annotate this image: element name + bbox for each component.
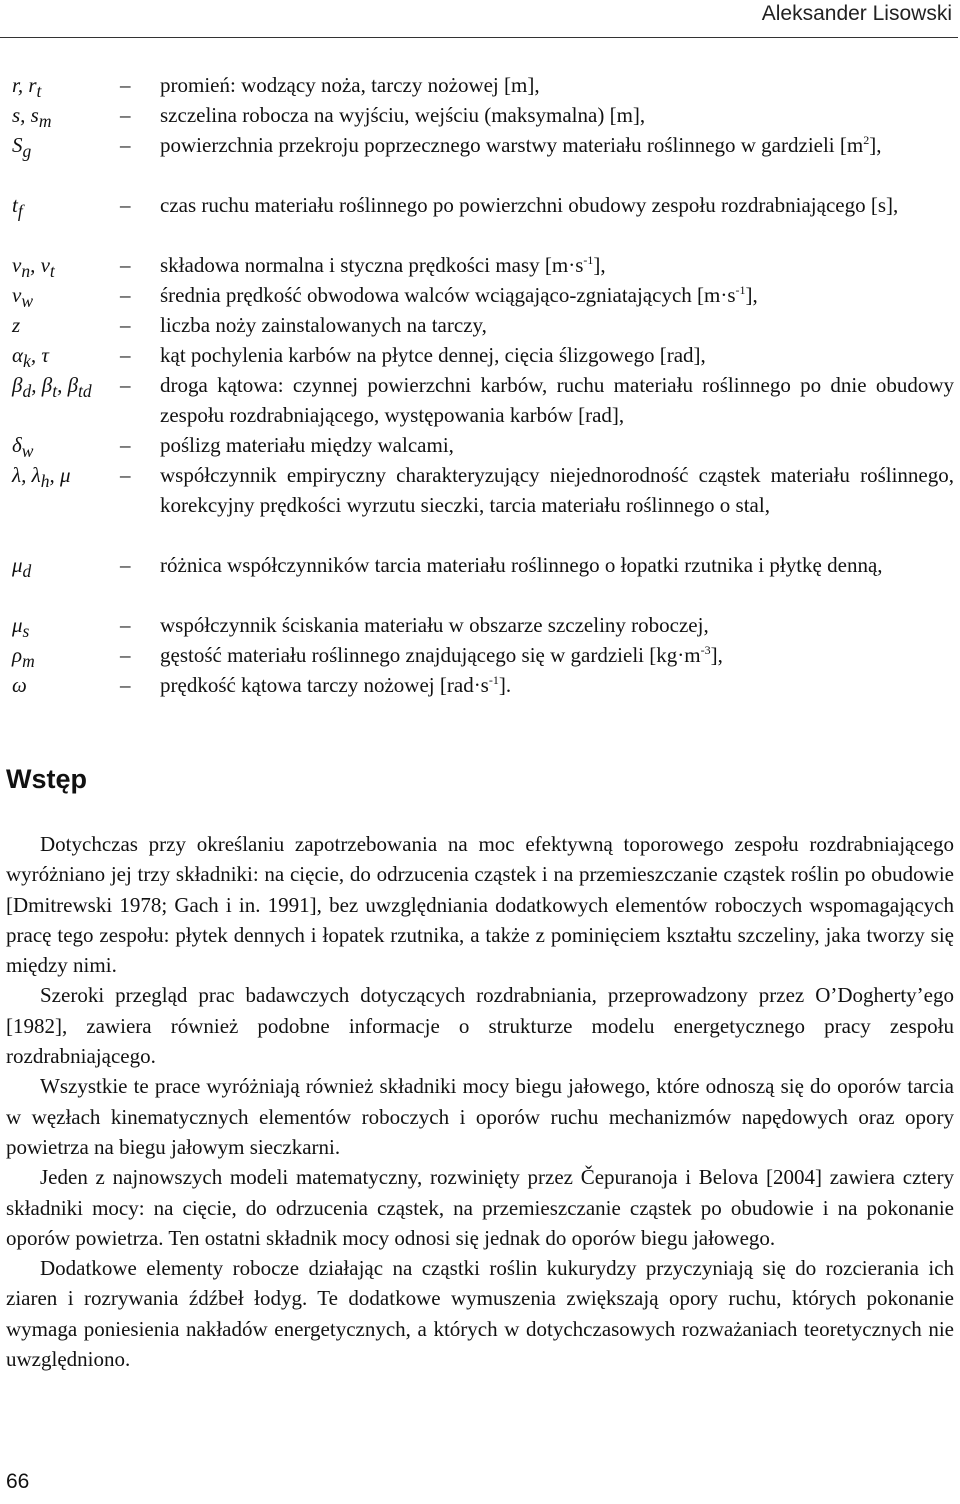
paragraph: Jeden z najnowszych modeli matematyczny, rozwinięty przez Čepuranoja i Belova [2004] zawiera cztery składniki mocy: na cięcie, do odrzucenia cząstek, na przemieszczanie cząstek po obudowie i na pokonanie oporów powietrza. Ten ostatni składnik mocy odnosi się jednak do oporów biegu jałowego.	[6, 1165, 954, 1250]
symbol: ω	[12, 673, 27, 697]
symbol-row: $\mu_s$ – współczynnik ściskania materiału w obszarze szczeliny roboczej,	[0, 610, 960, 640]
symbol-description: poślizg materiału między walcami,	[160, 433, 454, 457]
symbol-description: szczelina robocza na wyjściu, wejściu (maksymalna) [m],	[160, 103, 646, 127]
symbol-description: liczba noży zainstalowanych na tarczy,	[160, 313, 487, 337]
running-header-author: Aleksander Lisowski	[761, 2, 952, 25]
symbol: z	[12, 313, 21, 337]
symbol: $\mu_d$	[12, 553, 32, 582]
symbol: $\rho_m$	[12, 643, 35, 672]
symbol: $\mu_s$	[12, 613, 30, 642]
symbol-row: $\beta_d$, $\beta_t$, $\beta_{td}$ – droga kątowa: czynnej powierzchni karbów, ruchu materiału roślinnego po dnie obudowy zespołu rozdrabniającego, występowania karbów [rad],	[0, 370, 960, 430]
paragraph: Wszystkie te prace wyróżniają również składniki mocy biegu jałowego, które odnoszą się do oporów tarcia w węzłach kinematycznych elementów roboczych i oporów ruchu mechanizmów napędowych oraz opory powietrza na biegu jałowym sieczkarni.	[6, 1074, 954, 1159]
paragraph: Dodatkowe elementy robocze działając na cząstki roślin kukurydzy przyczyniają się do rozcierania ich ziaren i rozrywania źdźbeł łodyg. Te dodatkowe wymuszenia zwiększają opory ruchu, których pokonanie wymaga poniesienia nakładów energetycznych, a których w dotychczasowych rozważaniach teoretycznych nie uwzględniono.	[6, 1256, 954, 1372]
symbol: $\alpha_k$, τ	[12, 343, 49, 372]
symbol-description: różnica współczynników tarcia materiału roślinnego o łopatki rzutnika i płytkę denną,	[160, 553, 883, 577]
symbol: $t_f$	[12, 193, 23, 222]
symbol-row: $v_n$, $v_t$ – składowa normalna i styczna prędkości masy $[m\cdot s^{-1}]$,	[0, 250, 960, 280]
symbol-row: s, $s_m$ – szczelina robocza na wyjściu, wejściu (maksymalna) [m],	[0, 100, 960, 130]
symbol: $v_w$	[12, 283, 34, 312]
symbol-description: droga kątowa: czynnej powierzchni karbów, ruchu materiału roślinnego po dnie obudowy zespołu rozdrabniającego, występowania karbów [rad],	[160, 373, 954, 427]
symbol-row: $t_f$ – czas ruchu materiału roślinnego po powierzchni obudowy zespołu rozdrabniającego [s],	[0, 190, 960, 250]
symbol-row: z – liczba noży zainstalowanych na tarczy,	[0, 310, 960, 340]
symbol-description: kąt pochylenia karbów na płytce dennej, cięcia ślizgowego [rad],	[160, 343, 706, 367]
symbol-row: $\delta_w$ – poślizg materiału między walcami,	[0, 430, 960, 460]
symbol: $\delta_w$	[12, 433, 34, 462]
symbol-description: gęstość materiału roślinnego znajdującego się w gardzieli $[kg\cdot m^{-3}]$,	[160, 643, 723, 667]
symbol-list	[0, 70, 960, 700]
symbol-description: współczynnik ściskania materiału w obszarze szczeliny roboczej,	[160, 613, 709, 637]
symbol: $\beta_d$, $\beta_t$, $\beta_{td}$	[12, 373, 92, 402]
symbol-row: $v_w$ – średnia prędkość obwodowa walców wciągająco-zgniatających $[m\cdot s^{-1}]$,	[0, 280, 960, 310]
symbol-description: średnia prędkość obwodowa walców wciągająco-zgniatających $[m\cdot s^{-1}]$,	[160, 283, 758, 307]
symbol-row: $\rho_m$ – gęstość materiału roślinnego znajdującego się w gardzieli $[kg\cdot m^{-3}]$,	[0, 640, 960, 670]
symbol: r, $r_t$	[12, 73, 42, 102]
symbol: s, $s_m$	[12, 103, 52, 132]
symbol-description: prędkość kątowa tarczy nożowej $[rad\cdot s^{-1}]$.	[160, 673, 512, 697]
symbol-row: ω – prędkość kątowa tarczy nożowej $[rad\cdot s^{-1}]$.	[0, 670, 960, 700]
paragraph: Dotychczas przy określaniu zapotrzebowania na moc efektywną toporowego zespołu rozdrabniającego wyróżniano jej trzy składniki: na cięcie, do odrzucenia cząstek i na przemieszczanie cząstek roślin po obudowie [Dmitrewski 1978; Gach i in. 1991], bez uwzględniania dodatkowych elementów roboczych wspomagających pracę tego zespołu: płytek dennych i łopatek rzutnika, a także z pominięciem kształtu szczeliny, jaka tworzy się między nimi.	[6, 832, 954, 978]
header-rule	[0, 37, 958, 38]
symbol-row: λ, $\lambda_h$, μ – współczynnik empiryczny charakteryzujący niejednorodność cząstek materiału roślinnego, korekcyjny prędkości wyrzutu sieczki, tarcia materiału roślinnego o stal,	[0, 460, 960, 550]
symbol-description: czas ruchu materiału roślinnego po powierzchni obudowy zespołu rozdrabniającego [s],	[160, 193, 899, 217]
symbol: λ, $\lambda_h$, μ	[12, 463, 71, 492]
paragraph: Szeroki przegląd prac badawczych dotyczących rozdrabniania, przeprowadzony przez O’Dogherty’ego [1982], zawiera również podobne informacje o strukturze modelu energetycznego pracy zespołu rozdrabniającego.	[6, 983, 954, 1069]
symbol-row: $S_g$ – powierzchnia przekroju poprzecznego warstwy materiału roślinnego w gardzieli $[m^2]$,	[0, 130, 960, 190]
symbol-description: promień: wodzący noża, tarczy nożowej [m],	[160, 73, 540, 97]
symbol-row: r, $r_t$ – promień: wodzący noża, tarczy nożowej [m],	[0, 70, 960, 100]
symbol: $v_n$, $v_t$	[12, 253, 55, 282]
symbol-description: składowa normalna i styczna prędkości masy $[m\cdot s^{-1}]$,	[160, 253, 606, 277]
symbol-row: $\mu_d$ – różnica współczynników tarcia materiału roślinnego o łopatki rzutnika i płytkę denną,	[0, 550, 960, 610]
page-number: 66	[6, 1470, 30, 1493]
body-text	[6, 829, 954, 1374]
section-heading: Wstęp	[6, 764, 87, 794]
symbol-description: powierzchnia przekroju poprzecznego warstwy materiału roślinnego w gardzieli $[m^2]$,	[160, 133, 882, 157]
symbol-description: współczynnik empiryczny charakteryzujący niejednorodność cząstek materiału roślinnego, korekcyjny prędkości wyrzutu sieczki, tarcia materiału roślinnego o stal,	[160, 463, 954, 517]
symbol: $S_g$	[12, 133, 32, 162]
symbol-row: $\alpha_k$, τ – kąt pochylenia karbów na płytce dennej, cięcia ślizgowego [rad],	[0, 340, 960, 370]
